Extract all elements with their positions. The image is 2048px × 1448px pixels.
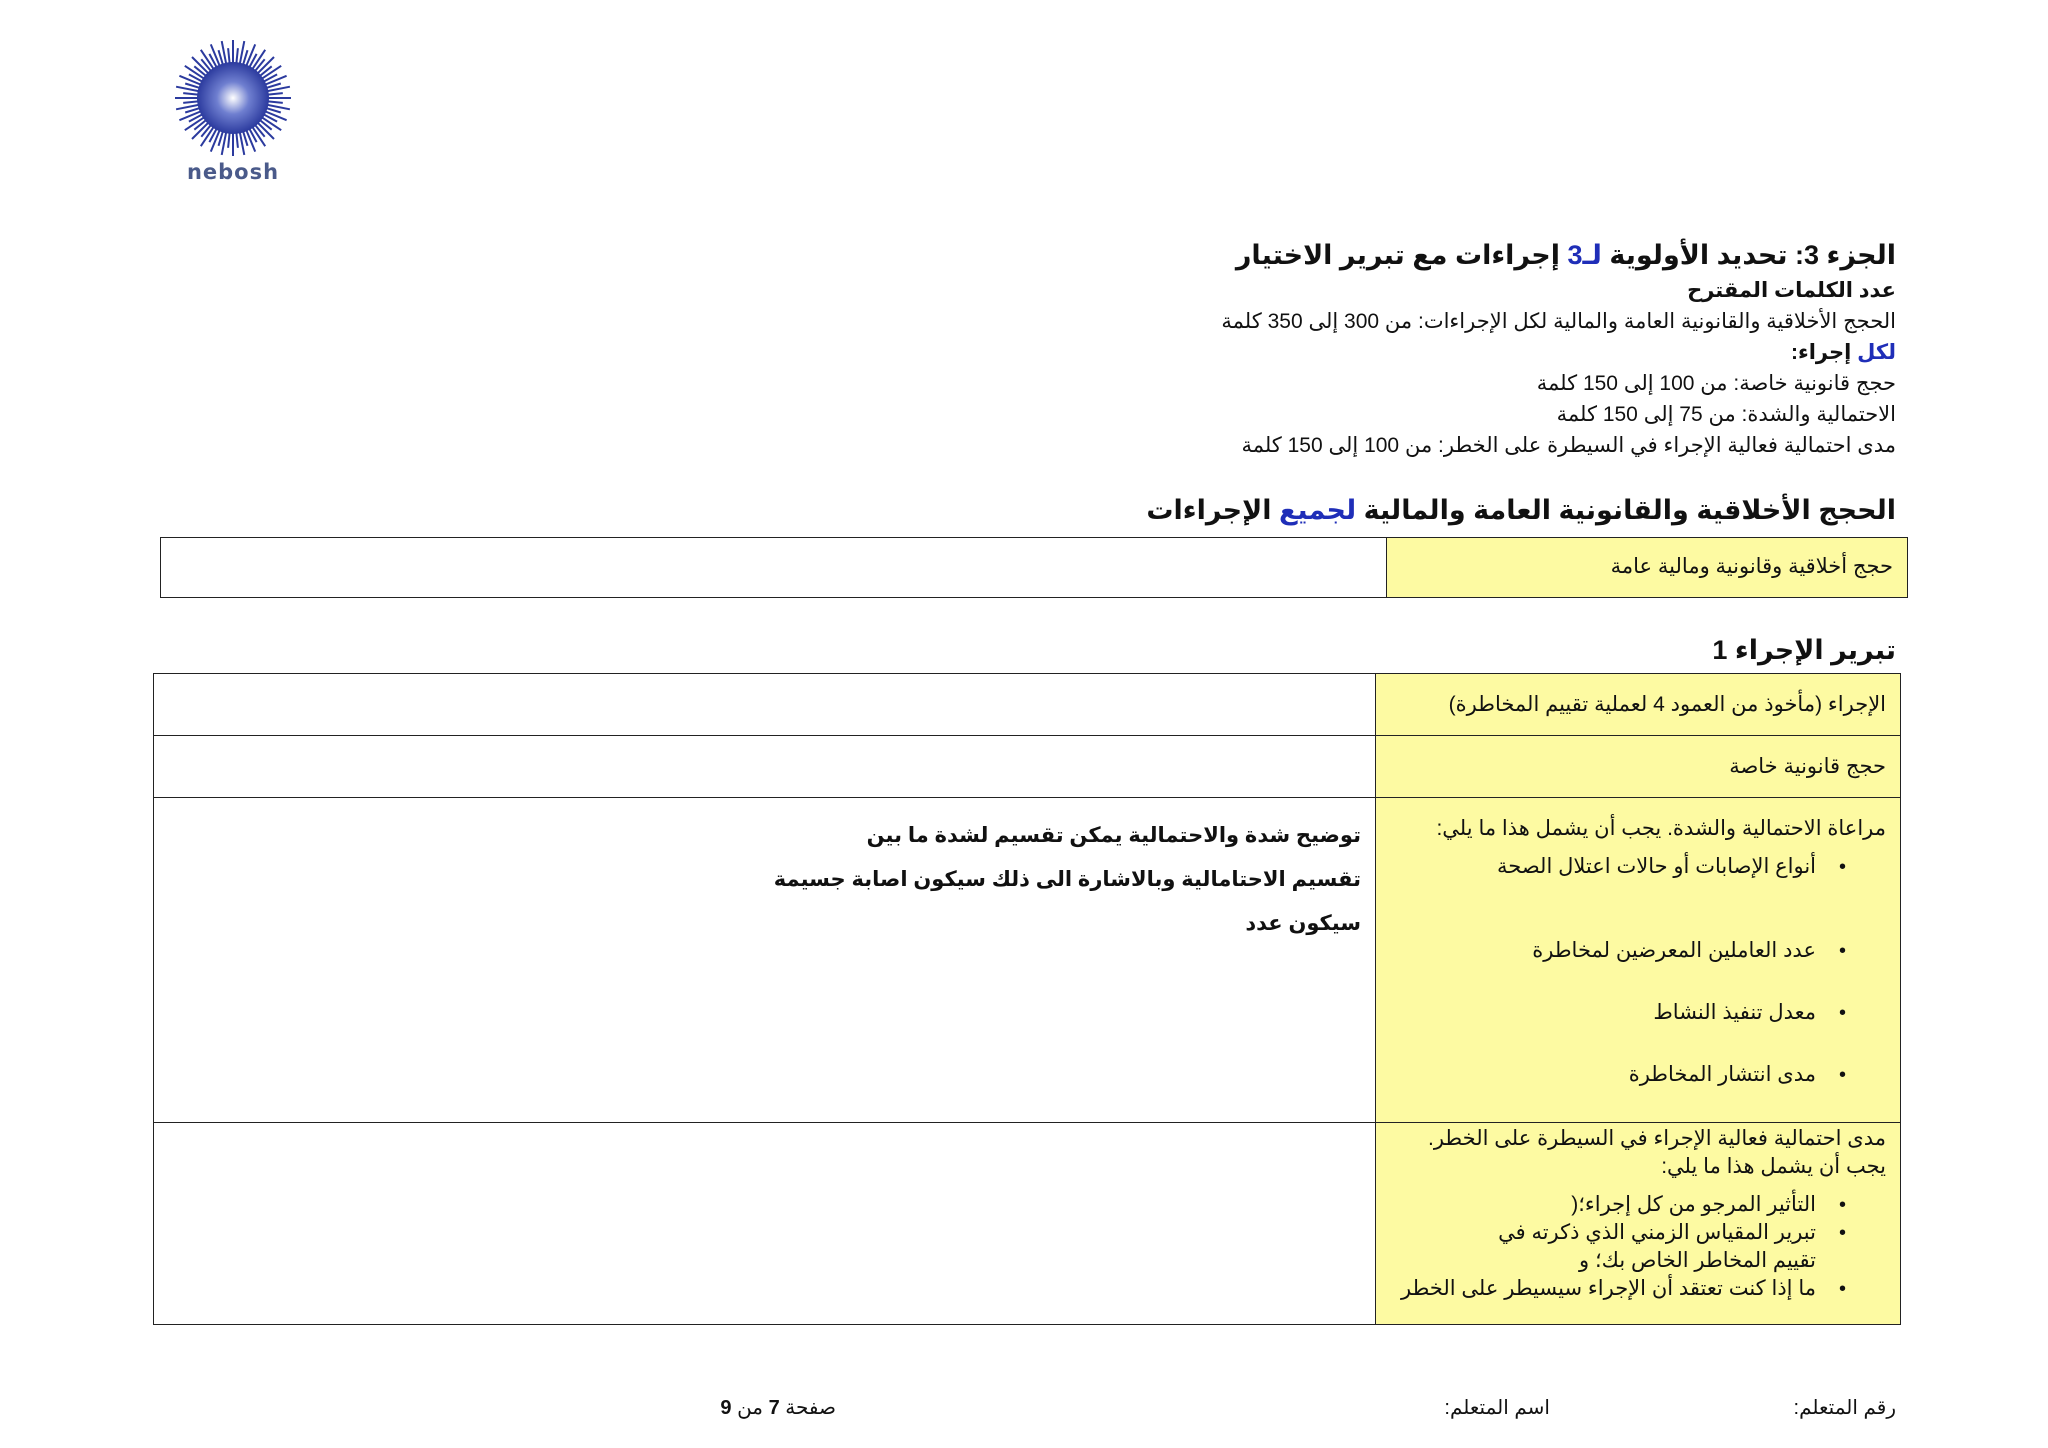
action-label-cell — [1376, 674, 1901, 736]
list-item: • تبرير المقياس الزمني الذي ذكرته في تقييم المخاطر الخاص بك؛ و — [1390, 1219, 1886, 1275]
effectiveness-criteria-list — [1390, 1191, 1886, 1303]
legal-label: حجج قانونية خاصة — [1729, 755, 1886, 778]
action-answer[interactable] — [154, 674, 1375, 692]
list-item: • أنواع الإصابات أو حالات اعتلال الصحة — [1390, 852, 1886, 882]
general-arguments-answer-cell[interactable] — [161, 538, 1387, 598]
logo-wordmark: nebosh — [186, 160, 280, 184]
general-arguments-label-cell — [1387, 538, 1908, 598]
likelihood-intro: مراعاة الاحتمالية والشدة. يجب أن يشمل هذا ما يلي: — [1436, 817, 1886, 840]
effectiveness-label-cell — [1376, 1123, 1901, 1325]
word-count-legal: حجج قانونية خاصة: من 100 إلى 150 كلمة — [1536, 372, 1896, 395]
part-header — [796, 235, 1896, 461]
learner-name-label: اسم المتعلم: — [1444, 1397, 1550, 1419]
list-item: • مدى انتشار المخاطرة — [1390, 1060, 1886, 1090]
general-arguments-label: حجج أخلاقية وقانونية ومالية عامة — [1610, 555, 1893, 578]
word-count-heading: عدد الكلمات المقترح — [1687, 279, 1896, 302]
page-number: صفحة 7 من 9 — [720, 1397, 836, 1419]
list-item: • عدد العاملين المعرضين لمخاطرة — [1390, 936, 1886, 966]
effectiveness-line-1: مدى احتمالية فعالية الإجراء في السيطرة على الخطر. — [1428, 1127, 1886, 1150]
effectiveness-answer[interactable] — [154, 1123, 1375, 1141]
word-count-likelihood: الاحتمالية والشدة: من 75 إلى 150 كلمة — [1556, 403, 1896, 426]
general-arguments-answer[interactable] — [161, 538, 1386, 556]
action-label: الإجراء (مأخوذ من العمود 4 لعملية تقييم المخاطرة) — [1448, 693, 1886, 716]
nebosh-logo — [170, 40, 296, 190]
likelihood-criteria-list — [1390, 852, 1886, 1090]
likelihood-answer-line[interactable]: توضيح شدة والاحتمالية يمكن تقسيم لشدة ما بين — [866, 824, 1361, 847]
effectiveness-answer-cell[interactable] — [154, 1123, 1376, 1325]
sunburst-logo-icon — [170, 40, 296, 158]
word-count-effectiveness: مدى احتمالية فعالية الإجراء في السيطرة على الخطر: من 100 إلى 150 كلمة — [1241, 434, 1896, 457]
part-title: الجزء 3: تحديد الأولوية لـ3 إجراءات مع تبرير الاختيار — [1235, 240, 1896, 270]
action1-justification-title: تبرير الإجراء 1 — [1712, 635, 1896, 665]
per-action-heading: لكل إجراء: — [1790, 341, 1896, 364]
general-arguments-table — [160, 537, 1908, 598]
word-count-all-actions: الحجج الأخلاقية والقانونية العامة والمالية لكل الإجراءات: من 300 إلى 350 كلمة — [1221, 310, 1896, 333]
learner-number-label: رقم المتعلم: — [1793, 1397, 1896, 1419]
action1-table — [153, 673, 1901, 1325]
likelihood-answer-cell[interactable] — [154, 798, 1376, 1123]
list-item: • ما إذا كنت تعتقد أن الإجراء سيسيطر على الخطر — [1390, 1275, 1886, 1303]
list-item: • التأثير المرجو من كل إجراء؛( — [1390, 1191, 1886, 1219]
legal-label-cell — [1376, 736, 1901, 798]
likelihood-answer-line[interactable]: سيكون عدد — [1245, 912, 1361, 935]
list-item: • معدل تنفيذ النشاط — [1390, 998, 1886, 1028]
legal-answer-cell[interactable] — [154, 736, 1376, 798]
legal-answer[interactable] — [154, 736, 1375, 754]
effectiveness-line-2: يجب أن يشمل هذا ما يلي: — [1661, 1155, 1886, 1178]
action-answer-cell[interactable] — [154, 674, 1376, 736]
general-arguments-title: الحجج الأخلاقية والقانونية العامة والمالية لجميع الإجراءات — [1146, 495, 1896, 525]
likelihood-answer-line[interactable]: تقسيم الاحتامالية وبالاشارة الى ذلك سيكون اصابة جسيمة — [773, 868, 1361, 891]
likelihood-label-cell — [1376, 798, 1901, 1123]
